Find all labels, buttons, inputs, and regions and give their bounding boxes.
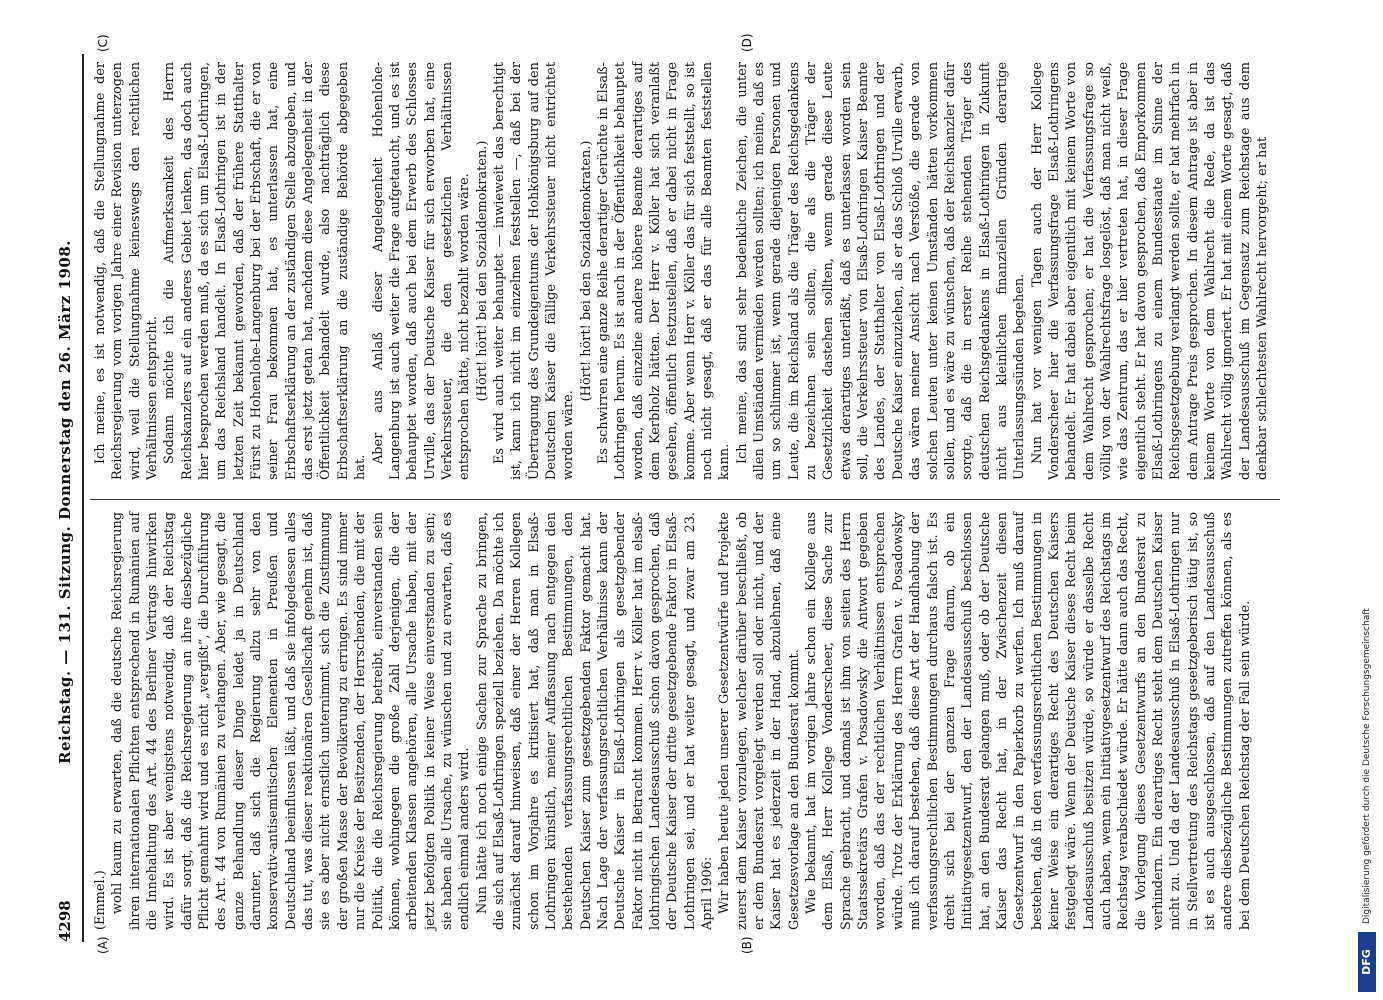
paragraph: Es schwirren eine ganze Reihe derartiger Gerüchte in Elsaß-Lothringen herum. Es ist auch in der Öffentlichkeit behauptet worden, daß einzelne andere höhere Beamte derartiges auf dem Kerbholz hätten. Der Herr v. Köller hat sich veranlaßt gesehen, öffentlich festzustellen, daß er dabei nicht in Frage komme. Aber wenn Herr v. Köller das für sich feststellt, so ist noch nicht gesagt, daß er das für alle Beamten feststellen kann.: [595, 62, 733, 480]
funding-note: Digitalisierung gefördert durch die Deutsche Forschungsgemeinschaft: [1362, 608, 1372, 924]
margin-marker-b: (B): [740, 936, 754, 954]
interjection: (Hört! hört! bei den Sozialdemokraten.): [474, 140, 490, 402]
margin-marker-a: (A): [96, 936, 110, 954]
interjection: (Hört! hört! bei den Sozialdemokraten.): [578, 140, 594, 402]
paragraph: Nun hätte ich noch einige Sachen zur Sprache zu bringen, die sich auf Elsaß-Lothringen speziell beziehen. Da möchte ich zunächst darauf hinweisen, daß einer der Herren Kollegen schon im Vorjahre es kritisiert hat, daß man in Elsaß-Lothringen künstlich, meiner Auffassung nach entgegen den bestehenden verfassungsrechtlichen Bestimmungen, den Deutschen Kaiser zum gesetzgebenden Faktor gemacht hat. Nach Lage der verfassungsrechtlichen Verhältnisse kann der Deutsche Kaiser in Elsaß-Lothringen als gesetzgebender Faktor nicht in Betracht kommen. Herr v. Köller hat im elsaß-lothringischen Landesausschuß schon davon gesprochen, daß der Deutsche Kaiser der dritte gesetzgebende Faktor in Elsaß-Lothringen sei, und er hat weiter gesagt, und zwar am 23. April 1906:: [474, 512, 716, 930]
paragraph: Ich meine, es ist notwendig, daß die Stellungnahme der Reichsregierung vom vorigen Jahre einer Revision unterzogen wird, weil die Stellungnahme keineswegs den rechtlichen Verhältnissen entspricht.: [93, 62, 161, 480]
paragraph: Wie bekannt, hat im vorigen Jahre schon ein Kollege aus dem Elsaß, Herr Kollege Vonderscheer, diese Sache zur Sprache gebracht, und damals ist ihm von seiten des Herrn Staatssekretärs Grafen v. Posadowsky die Antwort gegeben worden, daß das der rechtlichen Verhältnissen entsprechen würde. Trotz der Erklärung des Herrn Grafen v. Posadowsky muß ich darauf bestehen, daß diese Art der Handhabung der verfassungsrechtlichen Bestimmungen durchaus falsch ist. Es dreht sich bei der ganzen Frage darum, ob ein Initiativgesetzentwurf, den der Landesausschuß beschlossen hat, an den Bundesrat gelangen muß, oder ob der Deutsche Kaiser das Recht hat, in der Zwischenzeit diesen Gesetzentwurf in den Papierkorb zu werfen. Ich muß darauf bestehen, daß in den verfassungsrechtlichen Bestimmungen in keiner Weise ein derartiges Recht des Deutschen Kaisers festgelegt wäre. Wenn der Deutsche Kaiser dieses Recht beim Landesausschuß besitzen würde, so würde er dasselbe Recht auch haben, wenn ein Initiativgesetzentwurf des Reichstags im Reichstag verabschiedet würde. Er hätte dann auch das Recht, die Vorlegung dieses Gesetzentwurfs an den Bundesrat zu verhindern. Ein derartiges Recht steht dem Deutschen Kaiser nicht zu. Und da der Landesausschuß in Elsaß-Lothringen nur in Stellvertretung des Reichstags gesetzgeberisch tätig ist, so ist es auch ausgeschlossen, daß auf den Landesausschuß andere diesbezügliche Bestimmungen zutreffen können, als es bei dem Deutschen Reichstag der Fall sein würde.: [804, 512, 1253, 930]
paragraph: Nun hat vor wenigen Tagen auch der Herr Kollege Vonderscheer hier die Verfassungsfrage Elsaß-Lothringens behandelt. Er hat dabei aber eigentlich mit keinem Worte von dem Wahlrecht gesprochen; er hat die Verfassungsfrage so völlig von der Wahlrechtsfrage losgelöst, daß man nicht weiß, wie das Zentrum, das er hier vertreten hat, in dieser Frage eigentlich steht. Er hat davon gesprochen, daß Emporkommen Elsaß-Lothringens zu einem Bundesstaate im Sinne der Reichsgesetzgebung verlangt werden sollte, er hat mehrfach in dem Antrage Preis gesprochen. In diesem Antrage ist aber in keinem Worte von dem Wahlrecht die Rede, da ist das Wahlrecht völlig ignoriert. Er hat mit einem Worte gesagt, daß der Landesausschuß im Gegensatz zum Reichstage aus dem denkbar schlechtesten Wahlrecht hervorgeht; er hat: [1029, 62, 1271, 480]
speaker-name: (Emmel.): [93, 870, 108, 930]
margin-marker-c: (C): [96, 34, 110, 52]
quote-paragraph: Wir haben heute jeden unserer Gesetzentwürfe und Projekte zuerst dem Kaiser vorzulegen, welcher darüber beschließt, ob er dem Bundesrat vorgelegt werden soll oder nicht, und der Kaiser hat es jederzeit in der Hand, abzulehnen, daß eine Gesetzesvorlage an den Bundesrat kommt.: [717, 512, 802, 930]
margin-marker-d: (D): [740, 33, 754, 52]
paragraph: Aber aus Anlaß dieser Angelegenheit Hohenlohe-Langenburg ist auch weiter die Frage aufgetaucht, und es ist behauptet worden, daß auch bei dem Erwerb des Schlosses Urville, das der Deutsche Kaiser für sich erworben hat, eine Verkehrssteuer, die den gesetzlichen Verhältnissen entsprochen hätte, nicht bezahlt worden wäre.: [370, 62, 473, 480]
paragraph: Ich meine, das sind sehr bedenkliche Zeichen, die unter allen Umständen vermieden werden sollten; ich meine, daß es um so schlimmer ist, wenn gerade diejenigen Personen und Leute, die im Reichsland als die Träger des Reichsgedankens zu bezeichnen sein sollten, die als die Träger der Gesetzlichkeit dastehen sollten, wenn gerade diese Leute etwas derartiges unterläßt, daß es unterlassen worden sein soll, die Verkehrssteuer von Elsaß-Lothringen Kaiser Beamte des Landes, der Statthalter von Elsaß-Lothringen und der Deutsche Kaiser einzuziehen, als er das Schloß Urville erwarb, das wären meiner Ansicht nach Verstöße, die gerade von solchen Leuten unter keinen Umständen hätten vorkommen sollen, und es wäre zu wünschen, daß der Reichskanzler dafür sorgte, daß die in erster Reihe stehenden Träger des deutschen Reichsgedankens in Elsaß-Lothringen in Zukunft nicht aus kleinlichen finanziellen Gründen derartige Unterlassungssünden begehen.: [734, 62, 1028, 480]
page-title: Reichstag. — 131. Sitzung. Donnerstag den 26. März 1908.: [56, 240, 74, 764]
paragraph: Sodann möchte ich die Aufmerksamkeit des Herrn Reichskanzlers auf ein anderes Gebiet lenken, das doch auch hier besprochen werden muß, da es sich um Elsaß-Lothringen, um das Reichsland handelt. In Elsaß-Lothringen ist in der letzten Zeit bekannt geworden, daß der frühere Statthalter Fürst zu Hohenlohe-Langenburg bei der Erbschaft, die er von seiner Frau bekommen hat, es unterlassen hat, eine Erbschaftserklärung an der zuständigen Stelle abzugeben, und das erst jetzt getan hat, nachdem diese Angelegenheit in der Öffentlichkeit behandelt wurde, also nachträglich diese Erbschaftserklärung an die zuständige Behörde abgegeben hat.: [162, 62, 369, 480]
paragraph: Es wird auch weiter behauptet — inwieweit das berechtigt ist, kann ich nicht im einzelnen feststellen —, daß bei der Übertragung des Grundeigentums der Hohkönigsburg auf den Deutschen Kaiser die fällige Verkehrssteuer nicht entrichtet worden wäre.: [491, 62, 577, 480]
paragraph: wohl kaum zu erwarten, daß die deutsche Reichsregierung ihren internationalen Pflichten entsprechend in Rumänien auf die Innehaltung des Art. 44 des Berliner Vertrags hinwirken wird. Es ist aber wenigstens notwendig, daß der Reichstag dafür sorgt, daß die Reichsregierung an ihre diesbezügliche Pflicht gemahnt wird und es nicht „vergißt“, die Durchführung des Art. 44 von Rumänien zu verlangen. Aber, wie gesagt, die ganze Behandlung dieser Dinge leidet ja in Deutschland darunter, daß sich die Regierung allzu sehr von den konservativ-antisemitischen Elementen in Preußen und Deutschland beeinflussen läßt, und daß sie infolgedessen alles das tut, was dieser reaktionären Gesellschaft genehm ist, daß sie es aber nicht ernstlich unternimmt, sich die Zustimmung der großen Masse der Bevölkerung zu erringen. Es sind immer nur die Kreise der Besitzenden, der Herrschenden, die mit der Politik, die die Reichsregierung betreibt, einverstanden sein können, wohingegen die große Zahl derjenigen, die der arbeitenden Klassen angehören, alle Ursache haben, mit der jetzt befolgten Politik in keiner Weise einverstanden zu sein; sie haben alle Ursache, zu wünschen und zu erwarten, daß es endlich einmal anders wird.: [110, 512, 473, 930]
page-number: 4298: [56, 900, 74, 942]
dfg-logo: DFG: [1358, 932, 1376, 992]
